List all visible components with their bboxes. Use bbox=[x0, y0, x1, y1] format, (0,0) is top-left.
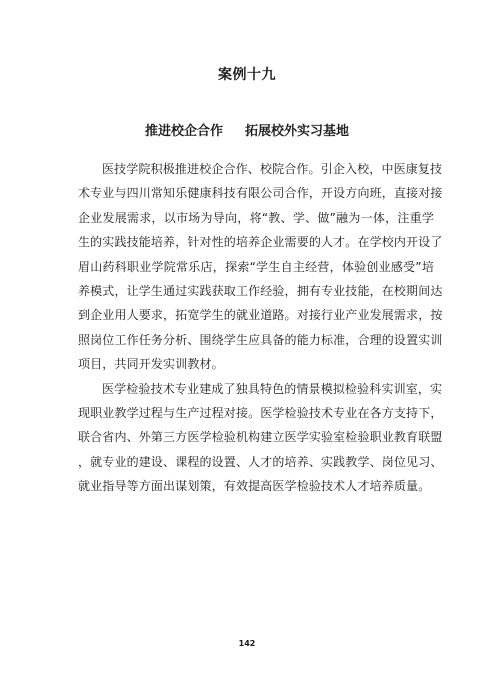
paragraph-line: 医学检验技术专业建成了独具特色的情景模拟检验科实训室，实 bbox=[102, 381, 443, 396]
paragraph-line: 医技学院积极推进校企合作、校院合作。引企入校，中医康复技 bbox=[102, 162, 443, 176]
paragraph-line: 养模式，让学生通过实践获取工作经验，拥有专业技能，在校期间达 bbox=[78, 284, 443, 299]
paragraph-line: 照岗位工作任务分析、围绕学生应具备的能力标准，合理的设置实训 bbox=[78, 332, 443, 347]
paragraph-line: 联合省内、外第三方医学检验机构建立医学实验室检验职业教育联盟 bbox=[78, 430, 443, 445]
paragraph-line: 术专业与四川常知乐健康科技有限公司合作，开设方向班，直接对接 bbox=[78, 186, 443, 201]
paragraph-line: 现职业教学过程与生产过程对接。医学检验技术专业在各方支持下， bbox=[78, 406, 443, 421]
paragraph-line: 企业发展需求，以市场为导向，将“教、学、做”融为一体，注重学 bbox=[78, 210, 434, 225]
paragraph-1 bbox=[78, 157, 443, 377]
subtitle-left: 推进校企合作 bbox=[144, 124, 223, 139]
paragraph-line: 项目，共同开发实训教材。 bbox=[78, 357, 224, 372]
paragraph-line: 就业指导等方面出谋划策，有效提高医学检验技术人才培养质量。 bbox=[78, 479, 431, 494]
page-number: 142 bbox=[238, 639, 256, 648]
subtitle-right: 拓展校外实习基地 bbox=[245, 124, 350, 139]
paragraph-line: ，就专业的建设、课程的设置、人才的培养、实践教学、岗位见习、 bbox=[78, 454, 443, 469]
paragraph-line: 眉山药科职业学院常乐店，探索“学生自主经营，体验创业感受”培 bbox=[78, 259, 434, 274]
paragraph-2 bbox=[78, 377, 443, 499]
section-subtitle bbox=[0, 120, 494, 139]
paragraph-line: 生的实践技能培养，针对性的培养企业需要的人才。在学校内开设了 bbox=[78, 235, 443, 250]
paragraph-line: 到企业用人要求，拓宽学生的就业道路。对接行业产业发展需求，按 bbox=[78, 308, 443, 323]
body-text bbox=[78, 157, 443, 499]
case-title: 案例十九 bbox=[218, 67, 276, 83]
